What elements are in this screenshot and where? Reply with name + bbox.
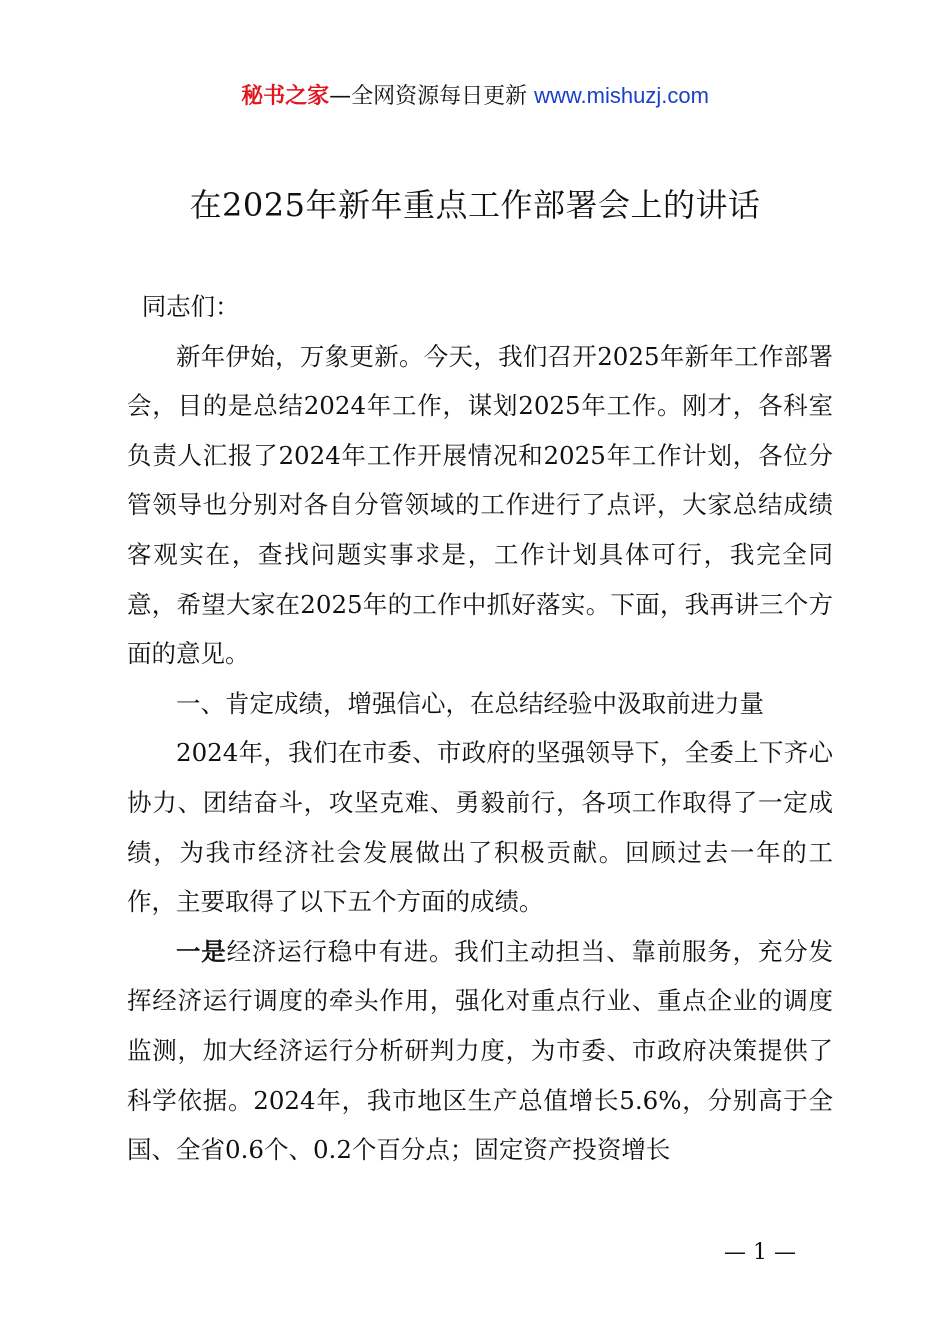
page-number: — 1 — [724,1240,796,1265]
document-title: 在2025年新年重点工作部署会上的讲话 [189,186,761,224]
section-heading-1: 一、肯定成绩，增强信心，在总结经验中汲取前进力量 [176,688,764,718]
paragraph-achievement-1 [127,927,833,1175]
paragraph-achievement-1-text: 经济运行稳中有进。我们主动担当、靠前服务，充分发挥经济运行调度的牵头作用，强化对重点行业、重点企业的调度监测，加大经济运行分析研判力度，为市委、市政府决策提供了科学依据。2024年，我市地区生产总值增长5.6%，分别高于全国、全省0.6个、0.2个百分点；固定资产投资增长 [127,936,834,1165]
site-banner [0,80,950,113]
paragraph-lead-label: 一是 [176,936,227,966]
salutation: 同志们： [141,292,240,321]
paragraph-review: 2024年，我们在市委、市政府的坚强领导下，全委上下齐心协力、团结奋斗，攻坚克难、勇毅前行，各项工作取得了一定成绩，为我市经济社会发展做出了积极贡献。回顾过去一年的工作，主要取得了以下五个方面的成绩。 [127,738,833,917]
banner-slogan: —全网资源每日更新 [329,84,528,109]
document-body [127,282,833,1175]
banner-brand: 秘书之家 [241,84,330,109]
paragraph-intro: 新年伊始，万象更新。今天，我们召开2025年新年工作部署会，目的是总结2024年工作，谋划2025年工作。刚才，各科室负责人汇报了2024年工作开展情况和2025年工作计划，各位分管领导也分别对各自分管领域的工作进行了点评，大家总结成绩客观实在，查找问题实事求是，工作计划具体可行，我完全同意，希望大家在2025年的工作中抓好落实。下面，我再讲三个方面的意见。 [127,341,833,669]
banner-url-link[interactable]: www.mishuzj.com [534,83,709,108]
